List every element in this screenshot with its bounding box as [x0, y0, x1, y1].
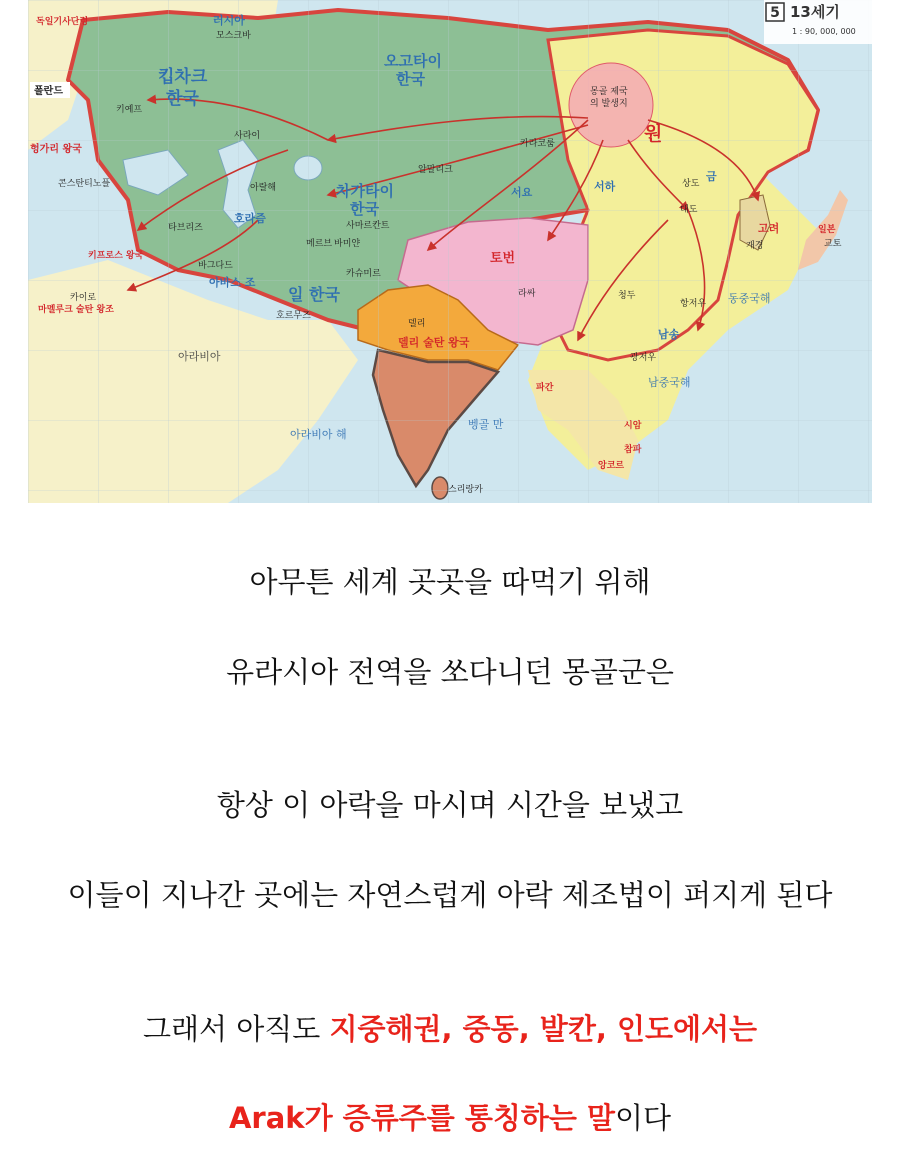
- caption-line-1: 아무튼 세계 곳곳을 따먹기 위해: [249, 565, 651, 599]
- city-baghdad: 바그다드: [198, 261, 233, 271]
- label-ogedei-1: 오고타이: [384, 52, 442, 70]
- city-shangdu: 상도: [682, 179, 700, 189]
- city-bamiyan: 바미얀: [334, 239, 361, 249]
- plate-number: 5: [770, 5, 780, 21]
- caption-line-3: 항상 이 아락을 마시며 시간을 보냈고: [216, 788, 684, 822]
- caption-line-6: [0, 1098, 900, 1138]
- label-hungary: 헝가리 왕국: [30, 144, 82, 155]
- historical-map: [28, 0, 872, 503]
- label-poland: 폴란드: [34, 86, 63, 97]
- label-delhi-sultanate: 델리 술탄 왕국: [398, 336, 470, 349]
- city-sarai: 사라이: [234, 131, 261, 141]
- caption-line-5-highlight: 지중해권, 중동, 발칸, 인도에서는: [329, 1012, 758, 1046]
- label-mamluk: 마멜루크 술탄 왕조: [38, 305, 114, 315]
- city-gaegyeong: 개경: [746, 241, 764, 251]
- map-13th-century: [28, 0, 872, 503]
- label-pagan: 파간: [536, 383, 554, 393]
- caption-line-2: 유라시아 전역을 쏘다니던 몽골군은: [226, 655, 674, 689]
- label-arabia: 아라비아: [178, 350, 221, 363]
- caption-line-5-prefix: 그래서 아직도: [142, 1012, 330, 1046]
- plate-header: [764, 0, 872, 44]
- label-russia: 러시아: [213, 14, 245, 27]
- caption-line-6-highlight: Arak가 증류주를 통칭하는 말: [228, 1101, 615, 1135]
- city-tabriz: 타브리즈: [168, 223, 203, 233]
- label-western-xia: 서하: [594, 180, 616, 193]
- label-western-liao: 서요: [511, 186, 533, 199]
- caption-line-5: [0, 1009, 900, 1049]
- city-kiev: 키예프: [116, 105, 143, 115]
- city-constantinople: 콘스탄티노플: [58, 179, 111, 189]
- city-delhi: 델리: [408, 319, 426, 329]
- label-yuan: 원: [644, 123, 663, 145]
- label-khwarazm: 호라즘: [234, 212, 266, 225]
- label-abbasid: 아바스 조: [209, 276, 256, 289]
- label-ogedei-2: 한국: [396, 70, 425, 88]
- label-angkor: 앙코르: [598, 461, 625, 471]
- label-japan: 일본: [818, 225, 836, 235]
- label-bay-of-bengal: 벵골 만: [468, 418, 504, 431]
- city-almaliq: 알말리크: [418, 165, 453, 175]
- city-khanbaliq: 대도: [680, 205, 698, 215]
- city-merv: 메르브: [306, 239, 333, 249]
- city-guangzhou: 광저우: [630, 353, 657, 363]
- label-east-china-sea: 동중국해: [728, 292, 771, 305]
- label-jin: 금: [706, 170, 717, 183]
- label-aral: 아랄해: [250, 183, 277, 193]
- label-siam: 시암: [624, 421, 642, 431]
- plate-title: 13세기: [790, 3, 840, 21]
- label-cyprus: 키프로스 왕국: [88, 251, 144, 261]
- label-kipchak-2: 한국: [166, 89, 199, 109]
- label-arabian-sea: 아라비아 해: [290, 428, 347, 441]
- label-mongol-origin-1: 몽골 제국: [590, 87, 628, 97]
- map-scale: 1 : 90, 000, 000: [792, 27, 856, 36]
- city-samarkand: 사마르칸트: [346, 221, 390, 231]
- label-ilkhanate: 일 한국: [288, 285, 340, 304]
- label-chagatai-2: 한국: [350, 200, 379, 218]
- city-hangzhou: 항저우: [680, 299, 707, 309]
- label-teutonic: 독일기사단령: [36, 17, 89, 27]
- city-moscow: 모스크바: [216, 31, 251, 41]
- label-chagatai-1: 차가타이: [336, 182, 394, 200]
- city-chengdu: 청두: [618, 291, 636, 301]
- caption-line-6-suffix: 이다: [615, 1101, 672, 1135]
- label-sri-lanka: 스리랑카: [448, 485, 483, 495]
- label-goryeo: 고려: [758, 222, 780, 235]
- label-mongol-origin-2: 의 발생지: [590, 99, 628, 109]
- label-champa: 참파: [624, 445, 642, 455]
- label-tibet: 토번: [490, 251, 516, 266]
- city-kashmir: 카슈미르: [346, 269, 381, 279]
- caption-line-4: 이들이 지나간 곳에는 자연스럽게 아락 제조법이 퍼지게 된다: [67, 878, 833, 912]
- label-kipchak-1: 킵차크: [158, 67, 208, 87]
- city-cairo: 카이로: [70, 293, 97, 303]
- city-lhasa: 라싸: [518, 289, 536, 299]
- city-karakorum: 카라코룸: [520, 139, 555, 149]
- city-hormuz: 호르무즈: [276, 311, 311, 321]
- map-grid: [28, 0, 872, 503]
- city-kyoto: 교토: [824, 239, 842, 249]
- label-south-china-sea: 남중국해: [648, 376, 691, 389]
- label-southern-song: 남송: [658, 328, 680, 341]
